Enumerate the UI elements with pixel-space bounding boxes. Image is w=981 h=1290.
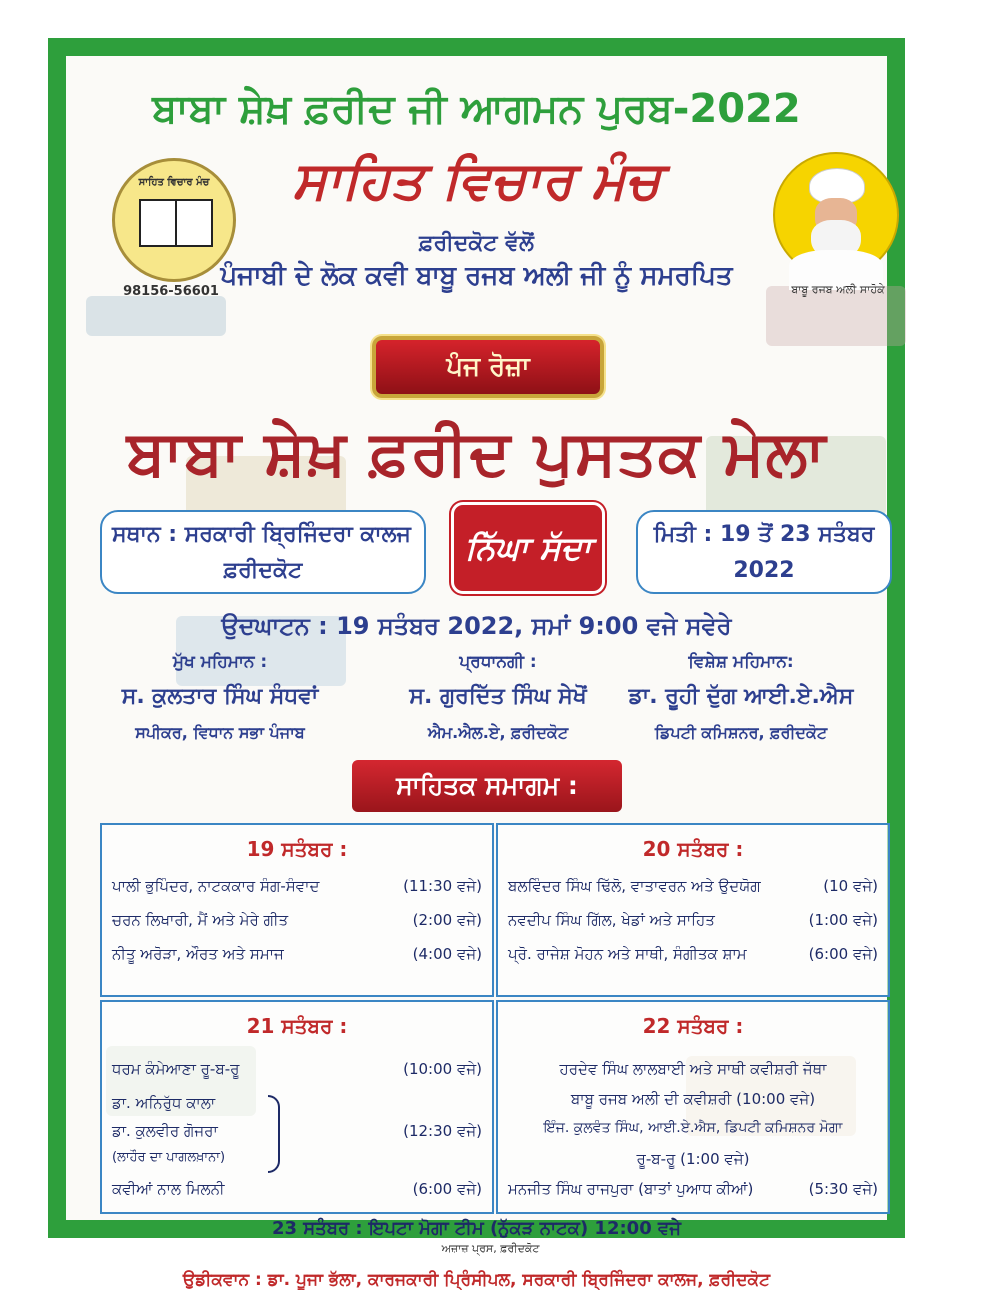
guest-name: ਸ. ਕੁਲਤਾਰ ਸਿੰਘ ਸੰਧਵਾਂ [121, 684, 319, 709]
date-line1: ਮਿਤੀ : 19 ਤੋਂ 23 ਸਤੰਬਰ [653, 522, 875, 547]
guest-heading: ਮੁੱਖ ਮਹਿਮਾਨ : [172, 652, 268, 672]
venue-line1: ਸਥਾਨ : ਸਰਕਾਰੀ ਬ੍ਰਿਜਿੰਦਰਾ ਕਾਲਜ [112, 522, 411, 547]
day-heading: 20 ਸਤੰਬਰ : [642, 837, 744, 861]
schedule-line: ਬਾਬੂ ਰਜਬ ਅਲੀ ਦੀ ਕਵੀਸ਼ਰੀ (10:00 ਵਜੇ) [570, 1090, 816, 1108]
dedication: ਪੰਜਾਬੀ ਦੇ ਲੋਕ ਕਵੀ ਬਾਬੂ ਰਜਬ ਅਲੀ ਜੀ ਨੂੰ ਸਮਰਪਿਤ [220, 261, 733, 291]
logo-label: ਸਾਹਿਤ ਵਿਚਾਰ ਮੰਚ [138, 177, 210, 188]
samagam-title: ਸਾਹਿਤਕ ਸਮਾਗਮ : [396, 771, 578, 800]
phone-number: 98156-56601 [123, 284, 219, 299]
day-21-box [100, 1000, 494, 1214]
row-text: ਡਾ. ਕੁਲਵੀਰ ਗੋਜਰਾ [112, 1122, 218, 1140]
row-time: (1:00 ਵਜੇ) [808, 911, 878, 929]
date-line2: 2022 [733, 558, 795, 583]
row-time: (6:00 ਵਜੇ) [808, 945, 878, 963]
day-23-line: 23 ਸਤੰਬਰ : ਇਪਟਾ ਮੋਗਾ ਟੀਮ (ਨੁੱਕੜ ਨਾਟਕ) 12:00 ਵਜੇ [271, 1218, 682, 1239]
schedule-line: ਰੂ-ਬ-ਰੂ (1:00 ਵਜੇ) [636, 1150, 750, 1168]
row-text: ਡਾ. ਅਨਿਰੁੱਧ ਕਾਲਾ [112, 1094, 216, 1112]
five-day-banner [372, 336, 604, 398]
row-time: (4:00 ਵਜੇ) [412, 945, 482, 963]
brace-icon [268, 1095, 280, 1173]
day-19-box [100, 823, 494, 997]
date-box [636, 510, 892, 594]
day-20-box [496, 823, 890, 997]
invite-badge [451, 502, 605, 594]
org-name: ਸਾਹਿਤ ਵਿਚਾਰ ਮੰਚ [292, 151, 661, 211]
day-22-box [496, 1000, 890, 1214]
event-title: ਬਾਬਾ ਸ਼ੇਖ਼ ਫ਼ਰੀਦ ਪੁਸਤਕ ਮੇਲਾ [126, 416, 827, 489]
row-time: (6:00 ਵਜੇ) [412, 1180, 482, 1198]
special-guest [601, 652, 881, 743]
schedule-line: ਇੰਜ. ਕੁਲਵੰਤ ਸਿੰਘ, ਆਈ.ਏ.ਐਸ, ਡਿਪਟੀ ਕਮਿਸ਼ਨਰ ਮੋਗਾ [543, 1120, 843, 1136]
guest-name: ਸ. ਗੁਰਦਿੱਤ ਸਿੰਘ ਸੇਖੋਂ [409, 684, 587, 709]
row-text: ਨੀਤੂ ਅਰੋੜਾ, ਔਰਤ ਅਤੇ ਸਮਾਜ [112, 945, 284, 963]
guest-role: ਐਮ.ਐਲ.ਏ, ਫ਼ਰੀਦਕੋਟ [427, 723, 569, 742]
row-time: (2:00 ਵਜੇ) [412, 911, 482, 929]
printer-credit: ਅਜ਼ਾਜ਼ ਪ੍ਰਸ, ਫ਼ਰੀਦਕੋਟ [441, 1242, 540, 1255]
row-time: (12:30 ਵਜੇ) [403, 1122, 482, 1140]
venue-line2: ਫ਼ਰੀਦਕੋਟ [223, 558, 303, 583]
row-time: (5:30 ਵਜੇ) [808, 1180, 878, 1198]
invite-text: ਨਿੱਘਾ ਸੱਦਾ [464, 529, 592, 567]
presiding-guest [358, 652, 638, 743]
guest-role: ਡਿਪਟੀ ਕਮਿਸ਼ਨਰ, ਫ਼ਰੀਦਕੋਟ [654, 723, 828, 742]
portrait-caption: ਬਾਬੂ ਰਜਬ ਅਲੀ ਸਾਹੋਕੇ [791, 283, 885, 296]
row-text: ਚਰਨ ਲਿਖਾਰੀ, ਮੈਂ ਅਤੇ ਮੇਰੇ ਗੀਤ [112, 911, 289, 929]
row-text: ਕਵੀਆਂ ਨਾਲ ਮਿਲਨੀ [112, 1180, 225, 1198]
guest-heading: ਵਿਸ਼ੇਸ਼ ਮਹਿਮਾਨ: [688, 652, 794, 672]
banner-text: ਪੰਜ ਰੋਜ਼ਾ [446, 352, 530, 382]
row-text: ਨਵਦੀਪ ਸਿੰਘ ਗਿੱਲ, ਖੇਡਾਂ ਅਤੇ ਸਾਹਿਤ [508, 911, 715, 929]
row-text: ਧਰਮ ਕੰਮੇਆਣਾ ਰੂ-ਬ-ਰੂ [112, 1060, 240, 1078]
schedule-line: ਹਰਦੇਵ ਸਿੰਘ ਲਾਲਬਾਈ ਅਤੇ ਸਾਥੀ ਕਵੀਸ਼ਰੀ ਜੱਥਾ [559, 1060, 827, 1078]
row-time: (10:00 ਵਜੇ) [403, 1060, 482, 1078]
day-heading: 22 ਸਤੰਬਰ : [642, 1014, 744, 1038]
row-text: ਬਲਵਿੰਦਰ ਸਿੰਘ ਢਿੱਲੋ, ਵਾਤਾਵਰਨ ਅਤੇ ਉਦਯੋਗ [508, 877, 761, 895]
guest-name: ਡਾ. ਰੂਹੀ ਦੁੱਗ ਆਈ.ਏ.ਐਸ [628, 684, 854, 709]
row-time: (11:30 ਵਜੇ) [403, 877, 482, 895]
row-text: (ਲਾਹੌਰ ਦਾ ਪਾਗਲਖ਼ਾਨਾ) [112, 1150, 226, 1165]
row-text: ਮਨਜੀਤ ਸਿੰਘ ਰਾਜਪੁਰਾ (ਬਾਤਾਂ ਪੁਆਧ ਕੀਆਂ) [508, 1180, 754, 1198]
footer-host: ਉਡੀਕਵਾਨ : ਡਾ. ਪੂਜਾ ਭੱਲਾ, ਕਾਰਜਕਾਰੀ ਪ੍ਰਿੰਸੀਪਲ, ਸਰਕਾਰੀ ਬ੍ਰਿਜਿੰਦਰਾ ਕਾਲਜ, ਫ਼ਰੀਦਕੋਟ [182, 1270, 771, 1290]
portrait-image [773, 152, 899, 278]
top-title: ਬਾਬਾ ਸ਼ੇਖ਼ ਫ਼ਰੀਦ ਜੀ ਆਗਮਨ ਪੁਰਬ-2022 [152, 86, 801, 132]
guest-role: ਸਪੀਕਰ, ਵਿਧਾਨ ਸਭਾ ਪੰਜਾਬ [135, 723, 305, 742]
row-text: ਪਾਲੀ ਭੁਪਿੰਦਰ, ਨਾਟਕਕਾਰ ਸੰਗ-ਸੰਵਾਦ [112, 877, 320, 895]
chief-guest [80, 652, 360, 743]
samagam-banner [352, 760, 622, 812]
inauguration: ਉਦਘਾਟਨ : 19 ਸਤੰਬਰ 2022, ਸਮਾਂ 9:00 ਵਜੇ ਸਵੇਰੇ [221, 612, 732, 640]
from-line: ਫ਼ਰੀਦਕੋਟ ਵੱਲੋਂ [419, 231, 534, 256]
day-heading: 19 ਸਤੰਬਰ : [246, 837, 348, 861]
day-heading: 21 ਸਤੰਬਰ : [246, 1014, 348, 1038]
bg-book [86, 296, 226, 336]
venue-box [100, 510, 426, 594]
row-time: (10 ਵਜੇ) [823, 877, 878, 895]
guest-heading: ਪ੍ਰਧਾਨਗੀ : [459, 652, 537, 672]
row-text: ਪ੍ਰੋ. ਰਾਜੇਸ਼ ਮੋਹਨ ਅਤੇ ਸਾਥੀ, ਸੰਗੀਤਕ ਸ਼ਾਮ [508, 945, 747, 963]
